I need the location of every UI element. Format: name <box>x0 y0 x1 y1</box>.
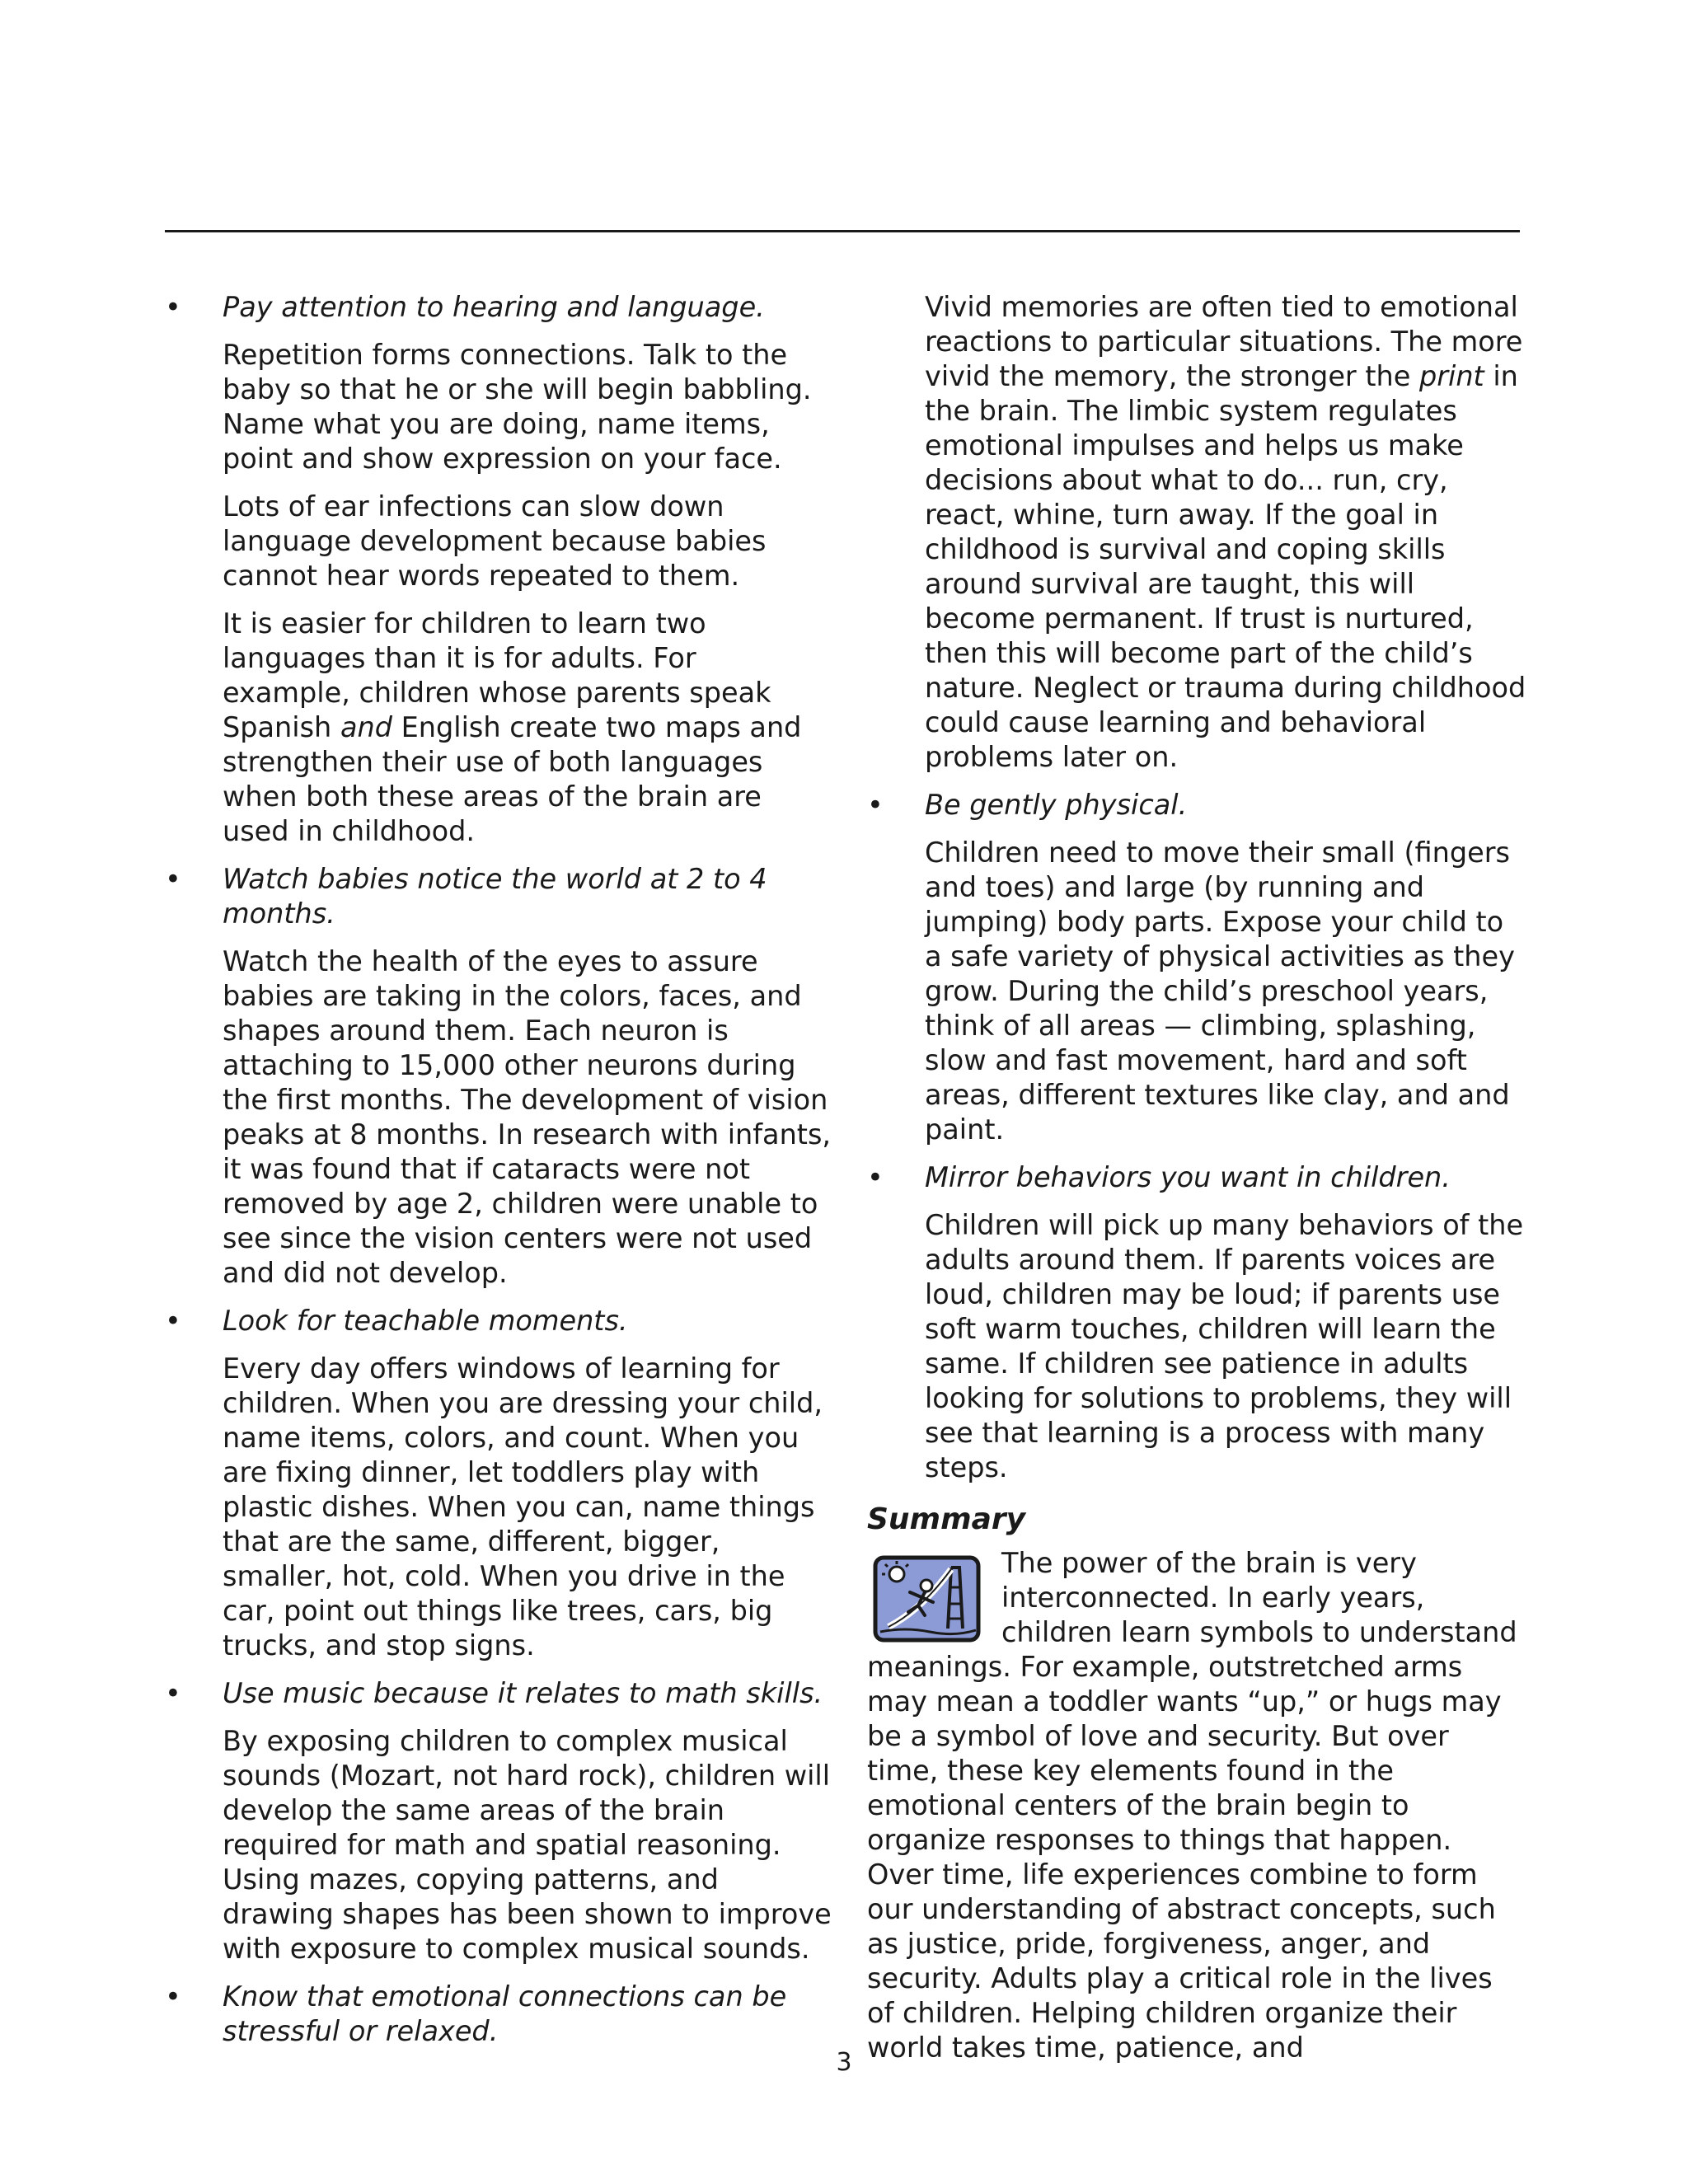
item-title: Mirror behaviors you want in children. <box>925 1161 1451 1193</box>
emphasis-text: and <box>340 711 392 743</box>
page-number: 3 <box>836 2048 852 2077</box>
paragraph: By exposing children to complex musical sounds (Mozart, not hard rock), children will develop the same areas of the brain required for math and spatial reasoning. Using mazes, copying patterns, and drawing shapes has been shown to improve with exposure to complex musical sounds. <box>223 1725 832 1965</box>
bullet: • <box>165 1980 181 2013</box>
summary-paragraph: The power of the brain is very interconnected. In early years, children learn symbols to understand meanings. For example, outstretched arms may mean a toddler wants “up,” or hugs may be a symbol of love and security. But over time, these key elements found in the emotional centers of the brain begin to organize responses to things that happen. Over time, life experiences combine to form our understanding of abstract concepts, such as justice, pride, forgiveness, anger, and security. Adults play a critical role in the lives of children. Helping children organize their world takes time, patience, and <box>867 1547 1517 2064</box>
emphasis-text: print <box>1418 360 1484 392</box>
item-title: Know that emotional connections can be stressful or relaxed. <box>223 1980 787 2047</box>
item-title: Pay attention to hearing and language. <box>223 291 765 323</box>
list-item <box>867 1160 1526 1485</box>
bullet: • <box>165 291 181 323</box>
list-item <box>165 1980 832 2049</box>
paragraph: Repetition forms connections. Talk to the baby so that he or she will begin babbling. Name what you are doing, name items, point and show expression on your face. <box>223 339 812 475</box>
summary-section <box>867 1546 1526 2065</box>
list-item <box>165 1676 832 1966</box>
text-run: English create two maps and strengthen their use of both languages when both these areas of the brain are used in childhood. <box>223 711 802 847</box>
top-rule <box>165 230 1520 232</box>
item-title: Be gently physical. <box>925 789 1188 821</box>
bullet: • <box>165 1305 181 1337</box>
bullet: • <box>867 1161 884 1193</box>
item-title: Use music because it relates to math skills. <box>223 1677 823 1709</box>
left-column <box>165 290 832 2062</box>
paragraph <box>223 607 832 849</box>
item-title: Watch babies notice the world at 2 to 4 months. <box>223 863 767 930</box>
text-run: Vivid memories are often tied to emotional reactions to particular situations. The more vivid the memory, the stronger the <box>925 291 1523 392</box>
paragraph: Watch the health of the eyes to assure babies are taking in the colors, faces, and shapes around them. Each neuron is attaching to 15,000 other neurons during the first months. The development of vision peaks at 8 months. In research with infants, it was found that if cataracts were not removed by age 2, children were unable to see since the vision centers were not used and did not develop. <box>223 945 832 1289</box>
bullet: • <box>165 1677 181 1709</box>
text-run: in the brain. The limbic system regulates emotional impulses and helps us make decisions about what to do... run, cry, react, whine, turn away. If the goal in childhood is survival and coping skills around survival are taught, this will become permanent. If trust is nurtured, then this will become part of the child’s nature. Neglect or trauma during childhood could cause learning and behavioral problems later on. <box>925 360 1526 773</box>
text-run: It is easier for children to learn two languages than it is for adults. For example, children whose parents speak Spanish <box>223 607 771 743</box>
paragraph: Children need to move their small (fingers and toes) and large (by running and jumping) body parts. Expose your child to a safe variety of physical activities as they grow. During the child’s preschool years, think of all areas — climbing, splashing, slow and fast movement, hard and soft areas, different textures like clay, and and paint. <box>925 837 1515 1146</box>
item-title: Look for teachable moments. <box>223 1305 628 1337</box>
paragraph: Every day offers windows of learning for children. When you are dressing your child, name items, colors, and count. When you are fixing dinner, let toddlers play with plastic dishes. When you can, name things that are the same, different, bigger, smaller, hot, cold. When you drive in the car, point out things like trees, cars, big trucks, and stop signs. <box>223 1352 823 1661</box>
right-column <box>867 290 1526 2065</box>
continued-text <box>867 290 1526 775</box>
paragraph: Lots of ear infections can slow down language development because babies cannot hear words repeated to them. <box>223 490 767 592</box>
list-item <box>867 788 1526 1147</box>
list-item <box>165 290 832 849</box>
paragraph: Children will pick up many behaviors of the adults around them. If parents voices are loud, children may be loud; if parents use soft warm touches, children will learn the same. If children see patience in adults looking for solutions to problems, they will see that learning is a process with many steps. <box>925 1209 1524 1483</box>
list-item <box>165 1304 832 1663</box>
bullet: • <box>867 789 884 821</box>
list-item <box>165 862 832 1291</box>
summary-heading: Summary <box>867 1502 1026 1536</box>
child-on-slide-icon <box>872 1554 983 1645</box>
bullet: • <box>165 863 181 895</box>
paragraph <box>925 290 1526 775</box>
